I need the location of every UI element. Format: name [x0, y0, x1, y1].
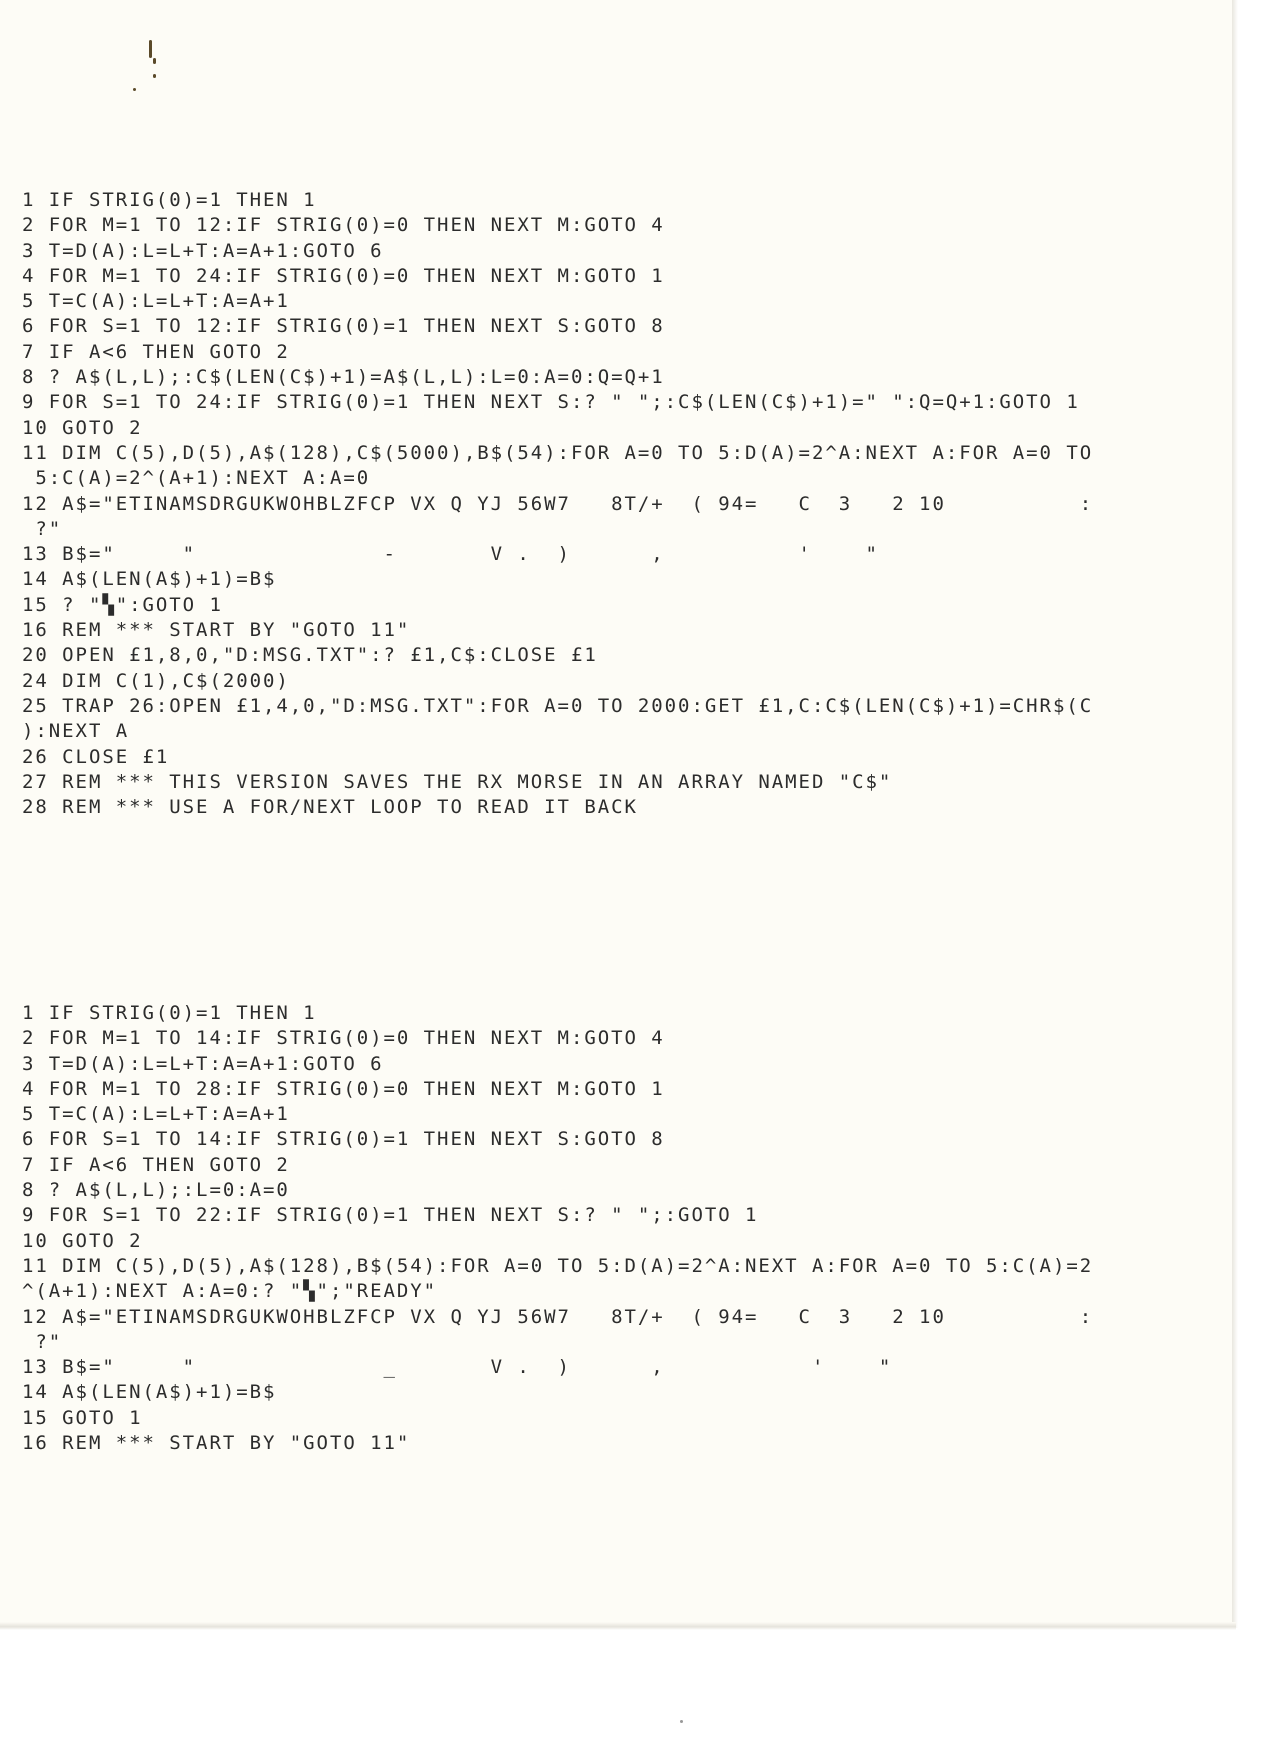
- code-line: 15 GOTO 1: [22, 1406, 143, 1429]
- code-line: 25 TRAP 26:OPEN £1,4,0,"D:MSG.TXT":FOR A=0 TO 2000:GET £1,C:C$(LEN(C$)+1)=CHR$(C: [22, 694, 1094, 717]
- code-line: 7 IF A<6 THEN GOTO 2: [22, 340, 290, 363]
- code-line: 3 T=D(A):L=L+T:A=A+1:GOTO 6: [22, 1052, 384, 1075]
- code-line: 8 ? A$(L,L);:C$(LEN(C$)+1)=A$(L,L):L=0:A=0:Q=Q+1: [22, 366, 665, 389]
- code-line: ):NEXT A: [22, 720, 130, 743]
- code-line: 13 B$=" " - V . ) , ' ": [22, 543, 879, 566]
- code-line: 12 A$="ETINAMSDRGUKWOHBLZFCP VX Q YJ 56W7 8T/+ ( 94= C 3 2 10 :: [22, 492, 1094, 515]
- code-line: 1 IF STRIG(0)=1 THEN 1: [22, 1002, 317, 1024]
- code-line: 20 OPEN £1,8,0,"D:MSG.TXT":? £1,C$:CLOSE £1: [22, 644, 598, 667]
- ink-speck: [153, 58, 156, 64]
- code-line: ?": [22, 517, 63, 540]
- code-line: 5:C(A)=2^(A+1):NEXT A:A=0: [22, 467, 371, 490]
- code-line: 11 DIM C(5),D(5),A$(128),B$(54):FOR A=0 TO 5:D(A)=2^A:NEXT A:FOR A=0 TO 5:C(A)=2: [22, 1254, 1094, 1277]
- code-line: 16 REM *** START BY "GOTO 11": [22, 619, 411, 642]
- ink-speck: [133, 88, 136, 91]
- code-line: 2 FOR M=1 TO 12:IF STRIG(0)=0 THEN NEXT M:GOTO 4: [22, 214, 665, 237]
- ink-speck: [153, 74, 156, 78]
- basic-listing-2: [22, 1001, 1093, 1456]
- ink-speck: [149, 40, 152, 58]
- code-line: 9 FOR S=1 TO 24:IF STRIG(0)=1 THEN NEXT S:? " ";:C$(LEN(C$)+1)=" ":Q=Q+1:GOTO 1: [22, 391, 1080, 414]
- basic-listing-1: [22, 188, 1093, 820]
- code-line: 27 REM *** THIS VERSION SAVES THE RX MORSE IN AN ARRAY NAMED "C$": [22, 770, 893, 793]
- code-line: ^(A+1):NEXT A:A=0:? "▚";"READY": [22, 1280, 438, 1303]
- code-line: 16 REM *** START BY "GOTO 11": [22, 1432, 411, 1455]
- code-line: 28 REM *** USE A FOR/NEXT LOOP TO READ IT BACK: [22, 796, 638, 819]
- code-line: 7 IF A<6 THEN GOTO 2: [22, 1153, 290, 1176]
- code-line: ?": [22, 1330, 63, 1353]
- code-line: 14 A$(LEN(A$)+1)=B$: [22, 1381, 277, 1404]
- paper-edge-shadow: [1232, 0, 1238, 1628]
- ink-speck: [680, 1720, 683, 1723]
- code-line: 2 FOR M=1 TO 14:IF STRIG(0)=0 THEN NEXT M:GOTO 4: [22, 1027, 665, 1050]
- code-line: 1 IF STRIG(0)=1 THEN 1: [22, 189, 317, 211]
- code-line: 12 A$="ETINAMSDRGUKWOHBLZFCP VX Q YJ 56W7 8T/+ ( 94= C 3 2 10 :: [22, 1305, 1094, 1328]
- code-line: 11 DIM C(5),D(5),A$(128),C$(5000),B$(54):FOR A=0 TO 5:D(A)=2^A:NEXT A:FOR A=0 TO: [22, 441, 1094, 464]
- paper-bottom-edge: [0, 1622, 1236, 1630]
- code-line: 9 FOR S=1 TO 22:IF STRIG(0)=1 THEN NEXT S:? " ";:GOTO 1: [22, 1204, 759, 1227]
- code-line: 4 FOR M=1 TO 28:IF STRIG(0)=0 THEN NEXT M:GOTO 1: [22, 1077, 665, 1100]
- code-line: 24 DIM C(1),C$(2000): [22, 669, 290, 692]
- code-line: 10 GOTO 2: [22, 416, 143, 439]
- code-line: 6 FOR S=1 TO 12:IF STRIG(0)=1 THEN NEXT S:GOTO 8: [22, 315, 665, 338]
- code-line: 14 A$(LEN(A$)+1)=B$: [22, 568, 277, 591]
- code-line: 15 ? "▚":GOTO 1: [22, 593, 223, 616]
- code-line: 5 T=C(A):L=L+T:A=A+1: [22, 290, 290, 313]
- code-line: 13 B$=" " _ V . ) , ' ": [22, 1356, 893, 1379]
- code-line: 5 T=C(A):L=L+T:A=A+1: [22, 1103, 290, 1126]
- code-line: 10 GOTO 2: [22, 1229, 143, 1252]
- code-line: 26 CLOSE £1: [22, 745, 170, 768]
- code-line: 8 ? A$(L,L);:L=0:A=0: [22, 1179, 290, 1202]
- code-line: 4 FOR M=1 TO 24:IF STRIG(0)=0 THEN NEXT M:GOTO 1: [22, 264, 665, 287]
- code-line: 3 T=D(A):L=L+T:A=A+1:GOTO 6: [22, 239, 384, 262]
- code-line: 6 FOR S=1 TO 14:IF STRIG(0)=1 THEN NEXT S:GOTO 8: [22, 1128, 665, 1151]
